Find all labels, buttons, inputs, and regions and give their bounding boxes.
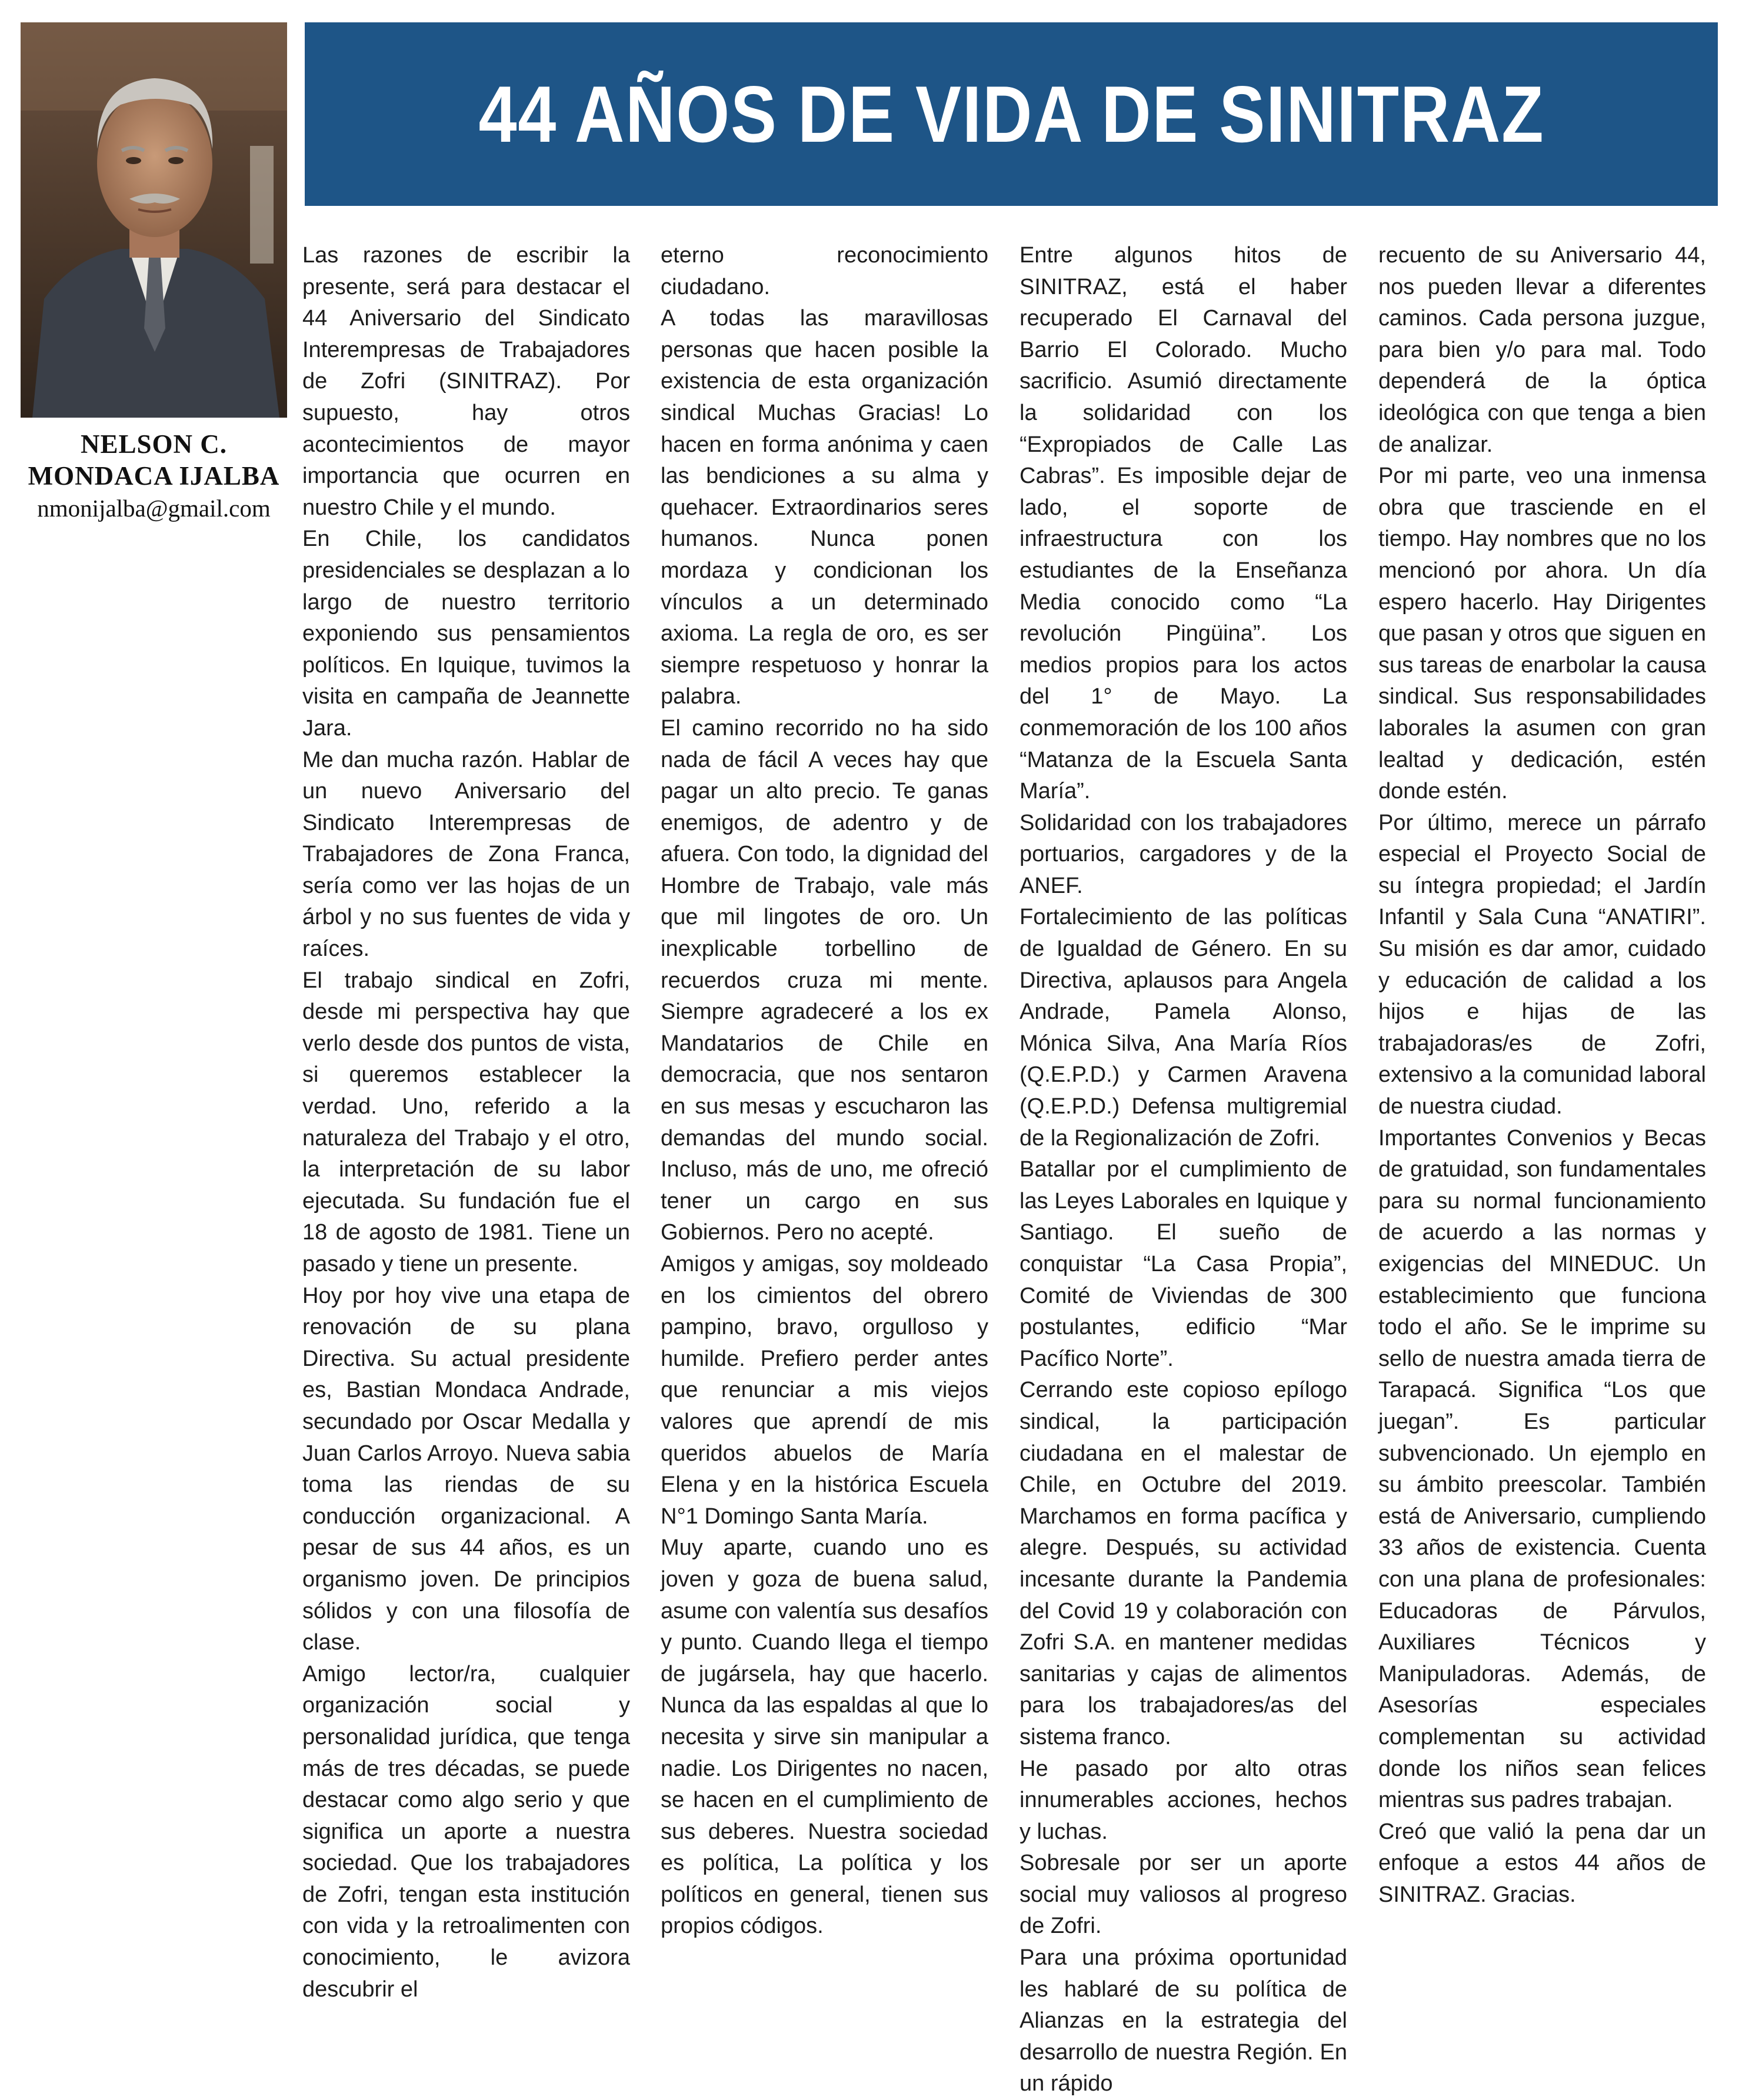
article-paragraph: Fortalecimiento de las políticas de Igualdad de Género. En su Directiva, aplausos para Angela Andrade, Pamela Alonso, Mónica Silva, Ana María Ríos (Q.E.P.D.) y Carmen Aravena (Q.E.P.D.) Defensa multigremial de la Regionalización de Zofri. [1020,905,1347,1151]
headline-banner [305,22,1718,206]
article-column-4 [1378,240,1706,1911]
article-paragraph: Amigos y amigas, soy moldeado en los cimientos del obrero pampino, bravo, orgulloso y humilde. Prefiero perder antes que renunciar a mis viejos valores que aprendí de mis queridos abuelos de María Elena y en la histórica Escuela N°1 Domingo Santa María. [661,1252,988,1529]
article-paragraph: Para una próxima oportunidad les hablaré de su política de Alianzas en la estrategia del desarrollo de nuestra Región. En un rápido [1020,1945,1347,2096]
article-paragraph: Solidaridad con los trabajadores portuarios, cargadores y de la ANEF. [1020,810,1347,898]
article-paragraph: El trabajo sindical en Zofri, desde mi perspectiva hay que verlo desde dos puntos de vista, si queremos establecer la verdad. Uno, referido a la naturaleza del Trabajo y el otro, la interpretación de su labor ejecutada. Su fundación fue el 18 de agosto de 1981. Tiene un pasado y tiene un presente. [302,968,630,1276]
article-paragraph: Muy aparte, cuando uno es joven y goza de buena salud, asume con valentía sus desafíos y punto. Cuando llega el tiempo de jugársela, hay que hacerlo. Nunca da las espaldas al que lo necesita y sirve sin manipular a nadie. Los Dirigentes no nacen, se hacen en el cumplimiento de sus deberes. Nuestra sociedad es política, La política y los políticos en general, tienen sus propios códigos. [661,1535,988,1939]
article-column-3 [1020,240,1347,2100]
article-paragraph: Las razones de escribir la presente, será para destacar el 44 Aniversario del Sindicato Interempresas de Trabajadores de Zofri (SINITRAZ). Por supuesto, hay otros acontecimientos de mayor importancia que ocurren en nuestro Chile y el mundo. [302,243,630,520]
author-portrait-illustration [21,22,287,418]
article-paragraph: Cerrando este copioso epílogo sindical, la participación ciudadana en el malestar de Chile, en Octubre del 2019. Marchamos en forma pacífica y alegre. Después, su actividad incesante durante la Pandemia del Covid 19 y colaboración con Zofri S.A. en mantener medidas sanitarias y cajas de alimentos para los trabajadores/as del sistema franco. [1020,1378,1347,1749]
article-paragraph: Me dan mucha razón. Hablar de un nuevo Aniversario del Sindicato Interempresas de Trabajadores de Zona Franca, sería como ver las hojas de un árbol y no sus fuentes de vida y raíces. [302,747,630,962]
article-paragraph: A todas las maravillosas personas que hacen posible la existencia de esta organización sindical Muchas Gracias! Lo hacen en forma anónima y caen las bendiciones a su alma y quehacer. Extraordinarios seres humanos. Nunca ponen mordaza y condicionan los vínculos a un determinado axioma. La regla de oro, es ser siempre respetuoso y honrar la palabra. [661,306,988,709]
article-paragraph: Creó que valió la pena dar un enfoque a estos 44 años de SINITRAZ. Gracias. [1378,1819,1706,1907]
article-paragraph: Amigo lector/ra, cualquier organización social y personalidad jurídica, que tenga más de tres décadas, se puede destacar como algo serio y que significa un aporte a nuestra sociedad. Que los trabajadores de Zofri, tengan esta institución con vida y la retroalimenten con conocimiento, le avizora descubrir el [302,1661,630,2002]
article-paragraph: Hoy por hoy vive una etapa de renovación de su plana Directiva. Su actual presidente es, Bastian Mondaca Andrade, secundado por Oscar Medalla y Juan Carlos Arroyo. Nueva sabia toma las riendas de su conducción organizacional. A pesar de sus 44 años, es un organismo joven. De principios sólidos y con una filosofía de clase. [302,1283,630,1655]
article-paragraph: Entre algunos hitos de SINITRAZ, está el haber recuperado El Carnaval del Barrio El Colorado. Mucho sacrificio. Asumió directamente la solidaridad con los “Expropiados de Calle Las Cabras”. Es imposible dejar de lado, el soporte de infraestructura con los estudiantes de la Enseñanza Media conocido como “La revolución Pingüina”. Los medios propios para los actos del 1° de Mayo. La conmemoración de los 100 años “Matanza de la Escuela Santa María”. [1020,243,1347,804]
author-name-line-1: NELSON C. [80,429,228,459]
article-paragraph: Sobresale por ser un aporte social muy valiosos al progreso de Zofri. [1020,1851,1347,1939]
author-byline [18,428,290,522]
article-paragraph: El camino recorrido no ha sido nada de fácil A veces hay que pagar un alto precio. Te ganas enemigos, de adentro y de afuera. Con todo, la dignidad del Hombre de Trabajo, vale más que mil lingotes de oro. Un inexplicable torbellino de recuerdos cruza mi mente. Siempre agradeceré a los ex Mandatarios de Chile en democracia, que nos sentaron en sus mesas y escucharon las demandas del mundo social. Incluso, más de uno, me ofreció tener un cargo en sus Gobiernos. Pero no acepté. [661,715,988,1245]
article-paragraph: En Chile, los candidatos presidenciales se desplazan a lo largo de nuestro territorio exponiendo sus pensamientos políticos. En Iquique, tuvimos la visita en campaña de Jeannette Jara. [302,526,630,741]
article-paragraph: He pasado por alto otras innumerables acciones, hechos y luchas. [1020,1756,1347,1844]
author-email: nmonijalba@gmail.com [37,495,271,522]
article-paragraph: Importantes Convenios y Becas de gratuidad, son fundamentales para su normal funcionamiento de acuerdo a las normas y exigencias del MINEDUC. Un establecimiento que funciona todo el año. Se le imprime su sello de nuestra amada tierra de Tarapacá. Significa “Los que juegan”. Es particular subvencionado. Un ejemplo en su ámbito preescolar. También está de Aniversario, cumpliendo 33 años de existencia. Cuenta con una plana de profesionales: Educadoras de Párvulos, Auxiliares Técnicos y Manipuladoras. Además, de Asesorías especiales complementan su actividad donde los niños sean felices mientras sus padres trabajan. [1378,1125,1706,1813]
article-column-1 [302,240,630,2005]
author-name-line-2: MONDACA IJALBA [28,461,280,491]
article-paragraph: Por mi parte, veo una inmensa obra que trasciende en el tiempo. Hay nombres que no los mencionó por ahora. Un día espero hacerlo. Hay Dirigentes que pasan y otros que siguen en sus tareas de enarbolar la causa sindical. Sus responsabilidades laborales la asumen con gran lealtad y dedicación, estén donde estén. [1378,464,1706,804]
article-paragraph: eterno reconocimiento ciudadano. [661,243,988,299]
article-paragraph: Por último, merece un párrafo especial el Proyecto Social de su íntegra propiedad; el Jardín Infantil y Sala Cuna “ANATIRI”. Su misión es dar amor, cuidado y educación de calidad a los hijos e hijas de las trabajadoras/es de Zofri, extensivo a la comunidad laboral de nuestra ciudad. [1378,810,1706,1119]
headline-title: 44 AÑOS DE VIDA DE SINITRAZ [478,69,1544,159]
author-photo [21,22,287,418]
article-paragraph: Batallar por el cumplimiento de las Leyes Laborales en Iquique y Santiago. El sueño de conquistar “La Casa Propia”, Comité de Viviendas de 300 postulantes, edificio “Mar Pacífico Norte”. [1020,1157,1347,1371]
article-column-2 [661,240,988,1942]
article-paragraph: recuento de su Aniversario 44, nos pueden llevar a diferentes caminos. Cada persona juzgue, para bien y/o para mal. Todo dependerá de la óptica ideológica con que tenga a bien de analizar. [1378,243,1706,457]
